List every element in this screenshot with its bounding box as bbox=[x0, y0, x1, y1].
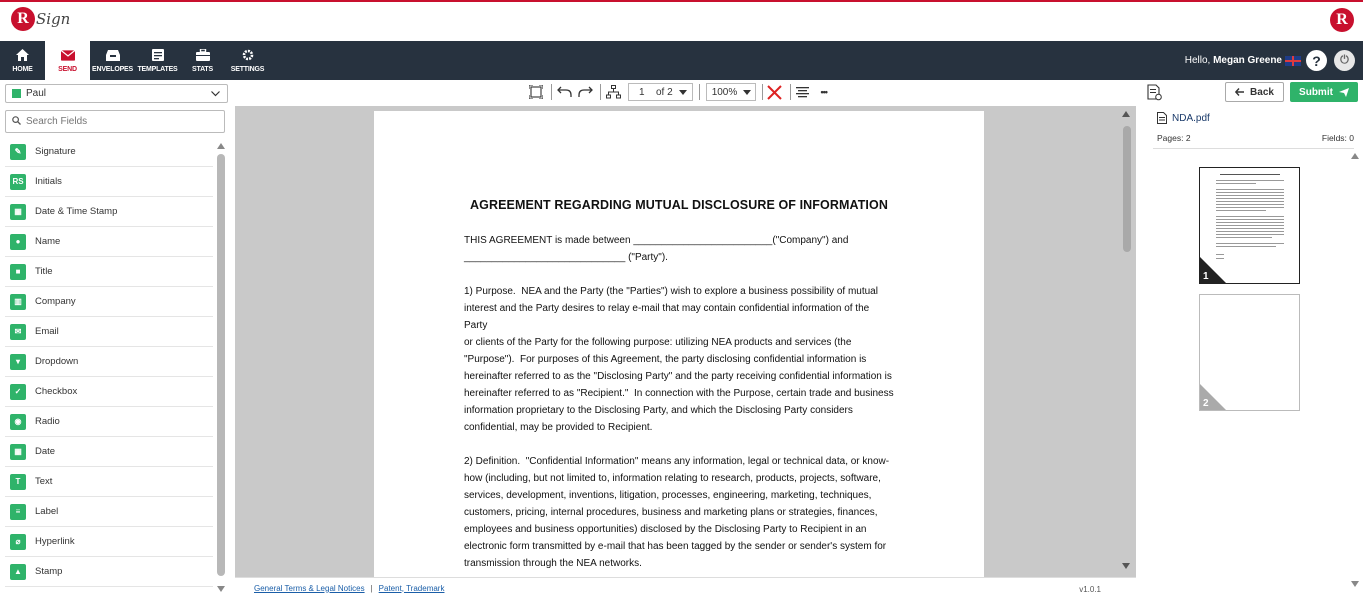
field-label: Signature bbox=[35, 146, 76, 157]
toolbar-divider bbox=[699, 84, 700, 100]
field-label: Email bbox=[35, 326, 59, 337]
logo-mark: R bbox=[11, 7, 35, 31]
file-entry[interactable] bbox=[1157, 112, 1210, 124]
page-thumbnail-2[interactable] bbox=[1199, 294, 1300, 411]
main-nav bbox=[0, 41, 1363, 80]
field-text[interactable] bbox=[5, 467, 213, 497]
field-checkbox[interactable] bbox=[5, 377, 213, 407]
version-label: v1.0.1 bbox=[1079, 585, 1101, 594]
document-page-1[interactable] bbox=[374, 111, 984, 577]
chevron-down-icon bbox=[743, 90, 751, 95]
stamp-icon: ▲ bbox=[10, 564, 26, 580]
nav-stats-label: STATS bbox=[192, 65, 213, 73]
nav-stats[interactable] bbox=[180, 41, 225, 80]
field-radio[interactable] bbox=[5, 407, 213, 437]
document-paragraph-definition: 2) Definition. "Confidential Information" means any information, legal or technical data, or know- how (including, but not limited to, information relating to research, products, projects, software, services, development, inventions, litigation, processes, engineering, marketing, techniques, customers, pricing, internal procedures, business and marketing plans or strategies, finances, employees and business opportunities) disclosed by the Disclosing Party to Recipient in an electronic form transmitted by e-mail that has been tagged by the sender or sender's system for transmission through the NEA networks. bbox=[464, 456, 890, 569]
current-page[interactable]: 1 bbox=[639, 86, 645, 98]
template-icon bbox=[151, 49, 165, 62]
field-list bbox=[5, 137, 213, 587]
field-stamp[interactable] bbox=[5, 557, 213, 587]
recipient-name: Paul bbox=[26, 88, 47, 99]
delete-x-icon[interactable] bbox=[766, 83, 784, 101]
field-dropdown[interactable] bbox=[5, 347, 213, 377]
home-icon bbox=[16, 49, 30, 62]
thumb-text-line bbox=[1216, 216, 1284, 217]
thumbnail-number: 2 bbox=[1203, 398, 1209, 409]
field-label: Hyperlink bbox=[35, 536, 75, 547]
total-pages: 2 bbox=[667, 86, 673, 98]
scroll-up-icon[interactable] bbox=[1122, 111, 1130, 117]
field-label: Stamp bbox=[35, 566, 63, 577]
hierarchy-icon[interactable] bbox=[604, 83, 622, 101]
text-icon: T bbox=[10, 474, 26, 490]
field-label: Name bbox=[35, 236, 61, 247]
nav-envelopes-label: ENVELOPES bbox=[92, 65, 133, 73]
document-scrollbar[interactable] bbox=[1120, 108, 1132, 574]
calendar-clock-icon: ▦ bbox=[10, 204, 26, 220]
thumb-text-line bbox=[1216, 207, 1284, 208]
logo-text: Sign bbox=[36, 10, 71, 28]
chevron-down-icon bbox=[211, 89, 220, 100]
field-label-item[interactable] bbox=[5, 497, 213, 527]
file-meta bbox=[1157, 133, 1354, 143]
thumbnail-scrollbar[interactable] bbox=[1349, 150, 1361, 595]
scroll-down-icon[interactable] bbox=[1351, 581, 1359, 587]
thumb-text-line bbox=[1216, 222, 1284, 223]
page-of-label: of bbox=[656, 86, 665, 98]
nav-templates[interactable] bbox=[135, 41, 180, 80]
calendar-icon: ▦ bbox=[10, 444, 26, 460]
building-icon: ▥ bbox=[10, 294, 26, 310]
align-icon[interactable] bbox=[794, 83, 812, 101]
nav-settings-label: SETTINGS bbox=[230, 65, 265, 73]
envelope-icon: ✉ bbox=[10, 324, 26, 340]
send-icon bbox=[1339, 88, 1349, 97]
search-icon bbox=[12, 116, 21, 128]
field-label: Dropdown bbox=[35, 356, 79, 367]
gear-icon bbox=[241, 49, 255, 62]
paperclip-icon: ⌀ bbox=[10, 534, 26, 550]
nav-settings[interactable] bbox=[225, 41, 270, 80]
field-label: Checkbox bbox=[35, 386, 78, 397]
thumb-text-line bbox=[1216, 234, 1284, 235]
nav-send-label: SEND bbox=[58, 65, 77, 73]
thumb-text-line bbox=[1216, 231, 1284, 232]
back-label: Back bbox=[1250, 86, 1274, 98]
scroll-down-icon[interactable] bbox=[1122, 563, 1130, 569]
submit-button[interactable] bbox=[1290, 82, 1358, 102]
nav-home-label: HOME bbox=[12, 65, 33, 73]
scroll-down-icon[interactable] bbox=[217, 586, 225, 592]
field-label: Label bbox=[35, 506, 59, 517]
user-area bbox=[1185, 50, 1355, 71]
label-icon: ≡ bbox=[10, 504, 26, 520]
footer-separator: | bbox=[370, 583, 373, 593]
document-title: AGREEMENT REGARDING MUTUAL DISCLOSURE OF INFORMATION bbox=[470, 198, 888, 212]
thumb-text-line bbox=[1216, 210, 1266, 211]
radio-icon: ◉ bbox=[10, 414, 26, 430]
inbox-icon bbox=[106, 49, 120, 62]
field-date[interactable] bbox=[5, 437, 213, 467]
scroll-thumb[interactable] bbox=[217, 154, 225, 576]
field-label: Initials bbox=[35, 176, 62, 187]
nav-send[interactable] bbox=[45, 41, 90, 80]
document-viewer bbox=[235, 106, 1136, 577]
search-input[interactable] bbox=[26, 116, 206, 127]
nav-home[interactable] bbox=[0, 41, 45, 80]
power-button[interactable]: ⏻ bbox=[1334, 50, 1355, 71]
toolbar-divider bbox=[762, 84, 763, 100]
thumb-text-line bbox=[1216, 189, 1284, 190]
briefcase-icon: ■ bbox=[10, 264, 26, 280]
thumb-text-line bbox=[1216, 246, 1276, 247]
field-date-time-stamp[interactable] bbox=[5, 197, 213, 227]
greeting bbox=[1185, 55, 1282, 66]
user-name[interactable]: Megan Greene bbox=[1213, 55, 1282, 66]
thumb-text-line bbox=[1216, 195, 1284, 196]
recipient-select[interactable] bbox=[5, 84, 228, 103]
thumb-text-line bbox=[1216, 219, 1284, 220]
field-signature[interactable] bbox=[5, 137, 213, 167]
page-selector[interactable] bbox=[628, 83, 693, 101]
submit-label: Submit bbox=[1299, 86, 1333, 98]
rpost-logo[interactable]: R bbox=[1330, 8, 1354, 32]
thumb-text-line bbox=[1216, 180, 1284, 181]
field-hyperlink[interactable] bbox=[5, 527, 213, 557]
thumb-text-line bbox=[1216, 198, 1284, 199]
back-button[interactable] bbox=[1225, 82, 1284, 102]
field-company[interactable] bbox=[5, 287, 213, 317]
field-label: Radio bbox=[35, 416, 60, 427]
fields-count: Fields: 0 bbox=[1321, 133, 1354, 143]
thumb-text-line bbox=[1216, 192, 1284, 193]
toolbar-divider bbox=[790, 84, 791, 100]
scroll-up-icon[interactable] bbox=[1351, 153, 1359, 159]
page-thumbnail-1[interactable] bbox=[1199, 167, 1300, 284]
zoom-select[interactable] bbox=[706, 83, 756, 101]
undo-icon[interactable] bbox=[555, 83, 573, 101]
field-title[interactable] bbox=[5, 257, 213, 287]
search-fields bbox=[5, 110, 225, 133]
scroll-thumb[interactable] bbox=[1123, 126, 1131, 252]
toolbar-divider bbox=[600, 84, 601, 100]
brand-bar bbox=[0, 0, 1363, 41]
thumb-text-line bbox=[1216, 228, 1284, 229]
thumb-text-line bbox=[1216, 254, 1224, 255]
toolbar-divider bbox=[551, 84, 552, 100]
more-options-icon[interactable]: ••• bbox=[820, 87, 827, 97]
field-label: Text bbox=[35, 476, 53, 487]
thumb-text-line bbox=[1216, 183, 1256, 184]
checkbox-icon: ✓ bbox=[10, 384, 26, 400]
uk-flag-icon[interactable] bbox=[1285, 56, 1301, 66]
file-name: NDA.pdf bbox=[1172, 112, 1210, 124]
field-name[interactable] bbox=[5, 227, 213, 257]
arrow-left-icon bbox=[1235, 88, 1244, 96]
pdf-file-icon bbox=[1157, 112, 1167, 124]
recipient-color-swatch bbox=[12, 89, 21, 98]
signature-icon: ✎ bbox=[10, 144, 26, 160]
fit-page-icon[interactable] bbox=[527, 83, 545, 101]
thumbnail-number: 1 bbox=[1203, 271, 1209, 282]
thumb-text-line bbox=[1216, 204, 1284, 205]
document-settings-icon[interactable] bbox=[1147, 84, 1163, 102]
document-paragraph-purpose: 1) Purpose. NEA and the Party (the "Parties") wish to explore a business possibility of mutual interest and the Party desires to relay e-mail that may contain confidential information of the Party or clients of the Party for the following purpose: utilizing NEA products and services (the "Purpose"). For purposes of this Agreement, the party disclosing confidential information is hereinafter referred to as the "Disclosing Party" and the party receiving confidential information is hereinafter referred to as "Recipient." In connection with the Purpose, certain trade and business information proprietary to the Disclosing Party, and which the Disclosing Party considers confidential, may be provided to Recipient. bbox=[464, 286, 894, 433]
nav-templates-label: TEMPLATES bbox=[137, 65, 178, 73]
patent-trademark-link[interactable]: Patent, Trademark bbox=[378, 583, 445, 593]
thumb-text-line bbox=[1216, 201, 1284, 202]
help-button[interactable]: ? bbox=[1306, 50, 1327, 71]
document-toolbar bbox=[527, 82, 836, 102]
thumb-text-line bbox=[1216, 225, 1284, 226]
thumb-text-line bbox=[1216, 243, 1284, 244]
field-initials[interactable] bbox=[5, 167, 213, 197]
briefcase-icon bbox=[196, 49, 210, 62]
greeting-prefix: Hello, bbox=[1184, 55, 1211, 66]
field-label: Date & Time Stamp bbox=[35, 206, 118, 217]
legal-notices-link[interactable]: General Terms & Legal Notices bbox=[254, 583, 365, 593]
document-panel bbox=[1147, 106, 1363, 598]
zoom-value: 100% bbox=[711, 86, 738, 98]
redo-icon[interactable] bbox=[576, 83, 594, 101]
nav-envelopes[interactable] bbox=[90, 41, 135, 80]
rsign-logo[interactable] bbox=[11, 7, 70, 31]
scroll-up-icon[interactable] bbox=[217, 143, 225, 149]
footer bbox=[235, 577, 1136, 598]
field-email[interactable] bbox=[5, 317, 213, 347]
thumb-text-line bbox=[1216, 237, 1272, 238]
dropdown-icon: ▾ bbox=[10, 354, 26, 370]
document-paragraph-intro: THIS AGREEMENT is made between _________________________("Company") and _____________________________ ("Party"). bbox=[464, 235, 849, 263]
person-icon: ● bbox=[10, 234, 26, 250]
initials-icon: RS bbox=[10, 174, 26, 190]
pages-count: Pages: 2 bbox=[1157, 133, 1191, 143]
field-label: Title bbox=[35, 266, 53, 277]
envelope-icon bbox=[61, 49, 75, 62]
field-label: Company bbox=[35, 296, 76, 307]
panel-divider bbox=[1153, 148, 1354, 149]
field-label: Date bbox=[35, 446, 56, 457]
chevron-down-icon bbox=[679, 90, 687, 95]
thumb-text-line bbox=[1220, 174, 1280, 175]
field-list-scrollbar[interactable] bbox=[216, 143, 225, 592]
